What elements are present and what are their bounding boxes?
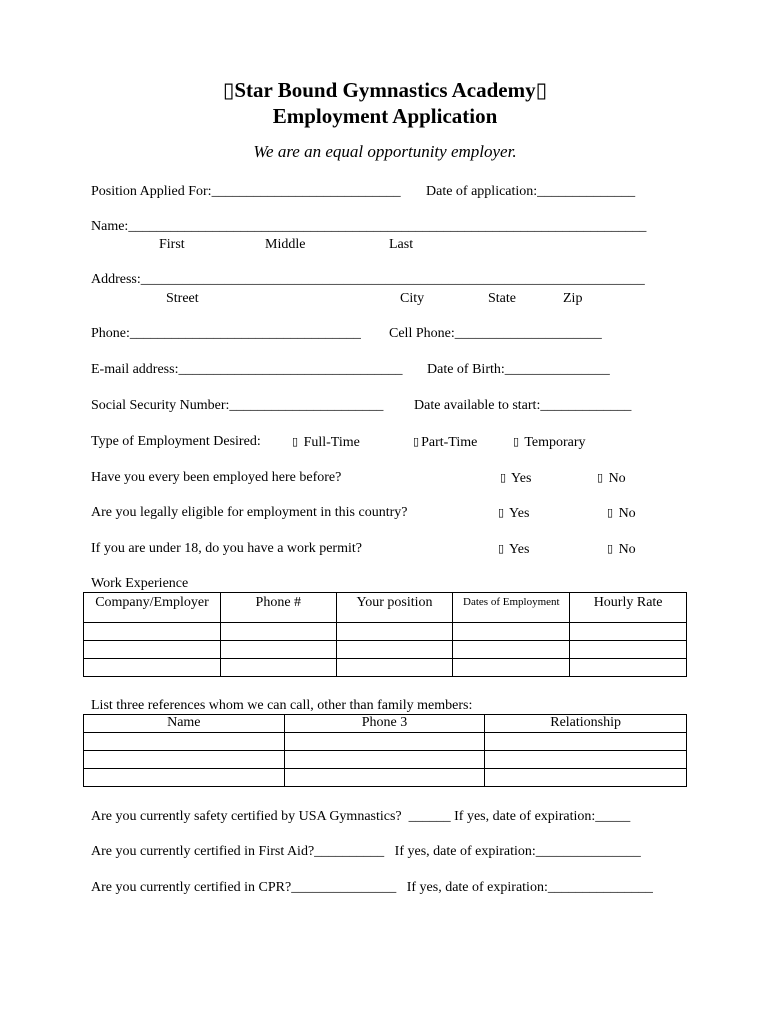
checkbox-icon[interactable]: ▯ bbox=[413, 436, 420, 448]
column-header-hourly-rate: Hourly Rate bbox=[570, 593, 687, 623]
work-experience-heading: Work Experience bbox=[91, 576, 189, 591]
first-aid-certification-field[interactable]: Are you currently certified in First Aid?__________ If yes, date of expiration:_______________ bbox=[91, 844, 641, 859]
phone-field[interactable]: Phone:_________________________________ bbox=[91, 326, 361, 341]
column-header-phone: Phone # bbox=[220, 593, 336, 623]
column-header-phone: Phone 3 bbox=[284, 715, 485, 733]
name-last-label: Last bbox=[389, 237, 414, 252]
title-glyph-left: ▯ bbox=[222, 78, 235, 102]
references-header-row bbox=[84, 715, 687, 733]
name-middle-label: Middle bbox=[265, 237, 306, 252]
address-field[interactable]: Address:________________________________________________________________________ bbox=[91, 272, 645, 287]
checkbox-icon[interactable]: ▯ bbox=[597, 472, 604, 484]
part-time-option[interactable]: ▯ Part-Time bbox=[413, 435, 478, 450]
column-header-name: Name bbox=[84, 715, 285, 733]
legally-eligible-yes[interactable]: ▯ Yes bbox=[498, 506, 530, 521]
ssn-field[interactable]: Social Security Number:______________________ bbox=[91, 398, 384, 413]
column-header-relationship: Relationship bbox=[485, 715, 687, 733]
name-first-label: First bbox=[159, 237, 185, 252]
column-header-company: Company/Employer bbox=[84, 593, 221, 623]
employed-before-no[interactable]: ▯ No bbox=[597, 471, 626, 486]
checkbox-icon[interactable]: ▯ bbox=[500, 472, 507, 484]
work-permit-question: If you are under 18, do you have a work permit? bbox=[91, 541, 362, 556]
checkbox-icon[interactable]: ▯ bbox=[292, 436, 299, 448]
position-applied-field[interactable]: Position Applied For:___________________________ bbox=[91, 184, 401, 199]
employed-before-yes[interactable]: ▯ Yes bbox=[500, 471, 532, 486]
equal-opportunity-tagline: We are an equal opportunity employer. bbox=[253, 142, 517, 161]
employed-before-question: Have you every been employed here before? bbox=[91, 470, 342, 485]
cpr-certification-field[interactable]: Are you currently certified in CPR?_______________ If yes, date of expiration:_______________ bbox=[91, 880, 653, 895]
table-row bbox=[84, 733, 687, 751]
table-row bbox=[84, 659, 687, 677]
title-glyph-right: ▯ bbox=[535, 78, 548, 102]
date-available-field[interactable]: Date available to start:_____________ bbox=[414, 398, 632, 413]
academy-name: Star Bound Gymnastics Academy bbox=[234, 78, 536, 102]
date-of-application-field[interactable]: Date of application:______________ bbox=[426, 184, 636, 199]
references-heading: List three references whom we can call, other than family members: bbox=[91, 698, 473, 713]
work-permit-no[interactable]: ▯ No bbox=[607, 542, 636, 557]
document-title bbox=[0, 78, 770, 102]
work-experience-header-row bbox=[84, 593, 687, 623]
checkbox-icon[interactable]: ▯ bbox=[498, 543, 505, 555]
address-zip-label: Zip bbox=[563, 291, 583, 306]
address-city-label: City bbox=[400, 291, 425, 306]
work-experience-table bbox=[83, 592, 687, 677]
checkbox-icon[interactable]: ▯ bbox=[513, 436, 520, 448]
employment-type-label: Type of Employment Desired: bbox=[91, 434, 261, 449]
document-subtitle: Employment Application bbox=[272, 104, 498, 128]
temporary-option[interactable]: ▯ Temporary bbox=[513, 435, 586, 450]
checkbox-icon[interactable]: ▯ bbox=[498, 507, 505, 519]
table-row bbox=[84, 623, 687, 641]
checkbox-icon[interactable]: ▯ bbox=[607, 507, 614, 519]
checkbox-icon[interactable]: ▯ bbox=[607, 543, 614, 555]
email-field[interactable]: E-mail address:________________________________ bbox=[91, 362, 403, 377]
work-permit-yes[interactable]: ▯ Yes bbox=[498, 542, 530, 557]
table-row bbox=[84, 751, 687, 769]
legally-eligible-question: Are you legally eligible for employment in this country? bbox=[91, 505, 408, 520]
name-field[interactable]: Name:__________________________________________________________________________ bbox=[91, 219, 647, 234]
column-header-dates: Dates of Employment bbox=[453, 593, 570, 623]
legally-eligible-no[interactable]: ▯ No bbox=[607, 506, 636, 521]
table-row bbox=[84, 769, 687, 787]
column-header-position: Your position bbox=[336, 593, 453, 623]
date-of-birth-field[interactable]: Date of Birth:_______________ bbox=[427, 362, 610, 377]
cell-phone-field[interactable]: Cell Phone:_____________________ bbox=[389, 326, 602, 341]
address-state-label: State bbox=[488, 291, 516, 306]
references-table bbox=[83, 714, 687, 787]
address-street-label: Street bbox=[166, 291, 199, 306]
usa-gymnastics-certification-field[interactable]: Are you currently safety certified by USA Gymnastics? ______ If yes, date of expiration:_____ bbox=[91, 809, 631, 824]
table-row bbox=[84, 641, 687, 659]
full-time-option[interactable]: ▯ Full-Time bbox=[292, 435, 360, 450]
